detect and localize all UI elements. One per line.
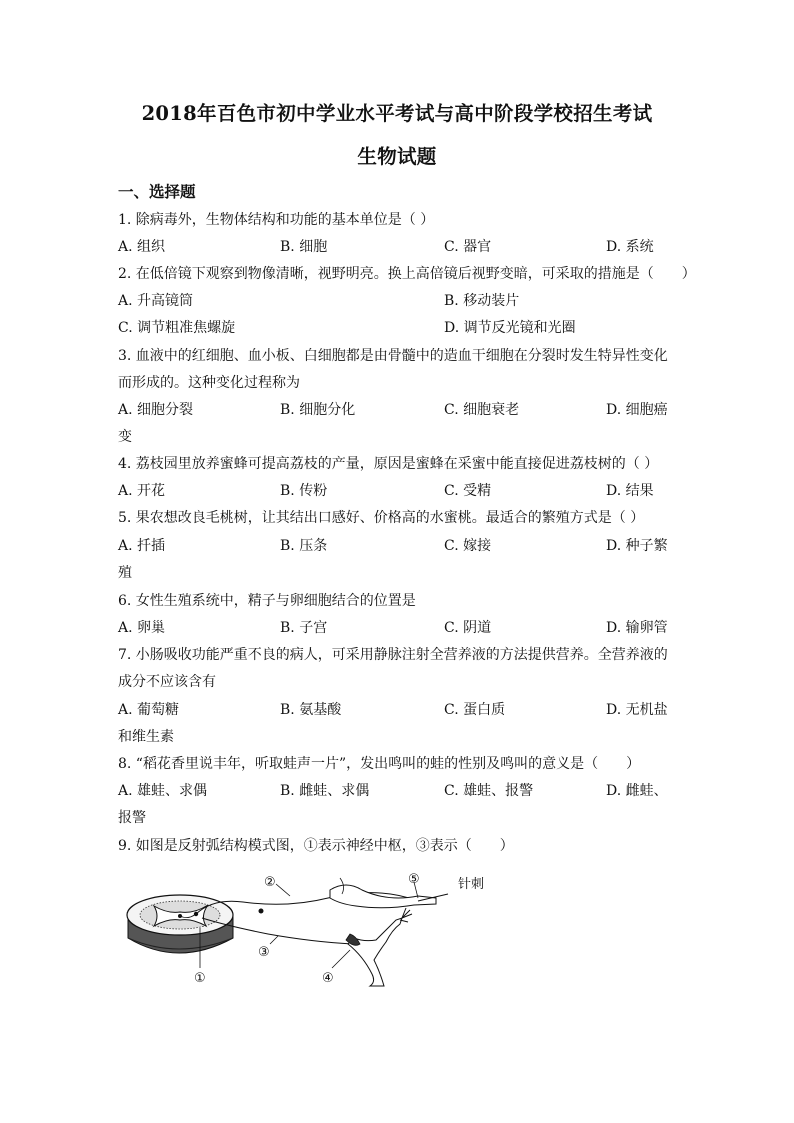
question-3-option-d: D. 细胞癌 [606,402,668,418]
question-4-option-a: A. 开花 [118,483,166,499]
question-1-stem: 1. 除病毒外，生物体结构和功能的基本单位是（ ） [118,212,435,228]
question-1-option-b: B. 细胞 [280,239,328,255]
label-2: ② [264,875,276,890]
question-6-option-d: D. 输卵管 [606,620,668,636]
question-5-option-d-wrap: 殖 [118,565,132,581]
question-8-option-b: B. 雌蛙、求偶 [280,783,370,799]
ganglion-dot [259,909,264,914]
question-4-option-c: C. 受精 [444,483,492,499]
question-7-stem-line-2: 成分不应该含有 [118,674,216,690]
question-8-option-c: C. 雄蛙、报警 [444,783,534,799]
question-7-option-d-wrap: 和维生素 [118,729,174,745]
question-1-option-d: D. 系统 [606,239,654,255]
question-6-option-b: B. 子宫 [280,620,328,636]
question-7-option-c: C. 蛋白质 [444,702,506,718]
question-3-option-b: B. 细胞分化 [280,402,356,418]
lower-arm-illustration [348,918,402,986]
question-8-option-d-wrap: 报警 [118,810,146,826]
label-1: ① [194,971,206,986]
reflex-arc-diagram [118,868,518,993]
question-7-option-b: B. 氨基酸 [280,702,342,718]
section-heading: 一、选择题 [118,182,196,201]
question-5-option-a: A. 扦插 [118,538,166,554]
question-6-stem: 6. 女性生殖系统中，精子与卵细胞结合的位置是 [118,593,416,609]
question-3-option-a: A. 细胞分裂 [118,402,194,418]
upper-arm-illustration [330,885,436,908]
question-8-option-d: D. 雌蛙、 [606,783,668,799]
exam-subtitle: 生物试题 [357,145,437,168]
question-6-option-c: C. 阴道 [444,620,492,636]
label-4: ④ [322,971,334,986]
question-2-stem: 2. 在低倍镜下观察到物像清晰，视野明亮。换上高倍镜后视野变暗，可采取的措施是（ ） [118,266,696,282]
question-4-stem: 4. 荔枝园里放养蜜蜂可提高荔枝的产量，原因是蜜蜂在采蜜中能直接促进荔枝树的（ ） [118,456,659,472]
question-2-option-c: C. 调节粗准焦螺旋 [118,320,236,336]
question-5-option-b: B. 压条 [280,538,328,554]
question-3-option-c: C. 细胞衰老 [444,402,520,418]
question-7-option-d: D. 无机盐 [606,702,668,718]
question-6-option-a: A. 卵巢 [118,620,166,636]
question-1-option-c: C. 器官 [444,239,492,255]
label-5: ⑤ [408,872,420,887]
question-5-option-d: D. 种子繁 [606,538,668,554]
question-9-stem: 9. 如图是反射弧结构模式图，①表示神经中枢，③表示（ ） [118,838,514,854]
question-3-stem-line-2: 而形成的。这种变化过程称为 [118,375,300,391]
question-2-option-d: D. 调节反光镜和光圈 [444,320,576,336]
question-4-option-b: B. 传粉 [280,483,328,499]
question-2-option-a: A. 升高镜筒 [118,293,194,309]
label-3: ③ [258,945,270,960]
question-4-option-d: D. 结果 [606,483,654,499]
spinal-cord-illustration [127,895,233,953]
question-8-stem: 8. “稻花香里说丰年，听取蛙声一片”，发出鸣叫的蛙的性别及鸣叫的意义是（ ） [118,756,641,772]
question-3-option-d-wrap: 变 [118,429,132,445]
question-7-stem-line-1: 7. 小肠吸收功能严重不良的病人，可采用静脉注射全营养液的方法提供营养。全营养液的 [118,647,668,663]
question-5-stem: 5. 果农想改良毛桃树，让其结出口感好、价格高的水蜜桃。最适合的繁殖方式是（ ） [118,510,645,526]
question-5-option-c: C. 嫁接 [444,538,492,554]
question-8-option-a: A. 雄蛙、求偶 [118,783,208,799]
question-3-stem-line-1: 3. 血液中的红细胞、血小板、白细胞都是由骨髓中的造血干细胞在分裂时发生特异性变化 [118,348,668,364]
needle-label: 针刺 [458,877,485,892]
question-7-option-a: A. 葡萄糖 [118,702,180,718]
exam-title: 2018年百色市初中学业水平考试与高中阶段学校招生考试 [141,102,653,125]
question-2-option-b: B. 移动装片 [444,293,520,309]
question-1-option-a: A. 组织 [118,239,166,255]
